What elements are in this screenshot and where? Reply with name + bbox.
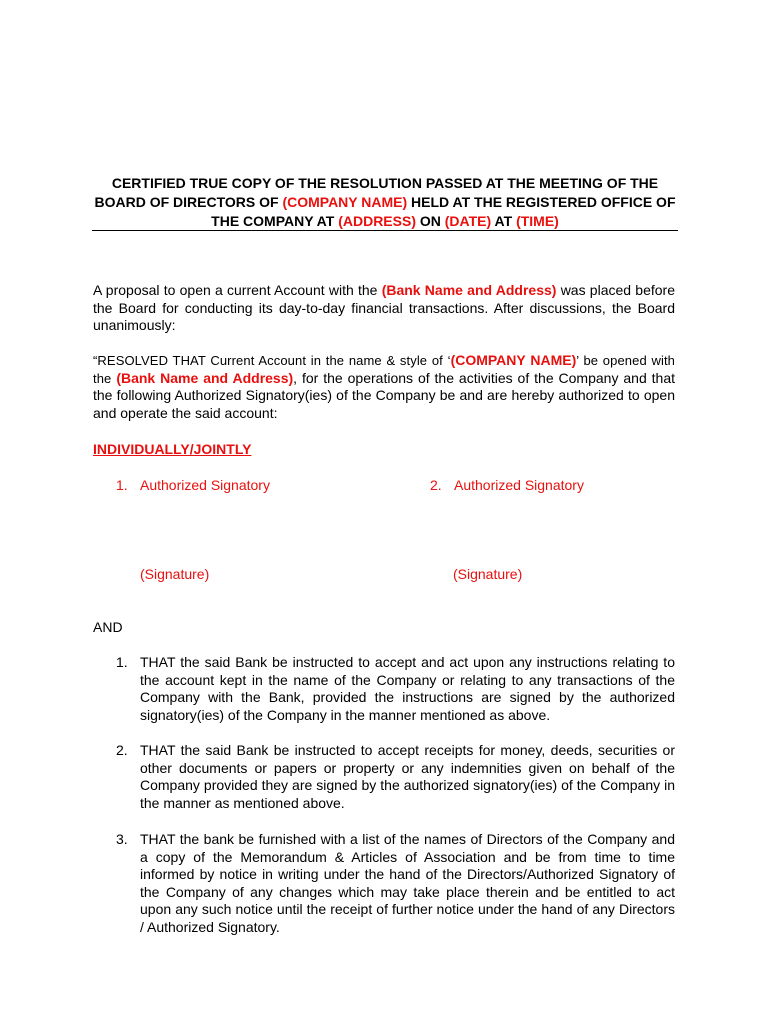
signatory-2-label: Authorized Signatory [454, 477, 584, 493]
and-label: AND [93, 619, 123, 635]
clause-3 [116, 831, 675, 936]
signatory-2-number: 2. [430, 477, 442, 493]
resolution-company-placeholder: (COMPANY NAME) [450, 352, 577, 368]
resolution-bank-placeholder: (Bank Name and Address) [116, 369, 294, 386]
title-date-placeholder: (DATE) [444, 213, 492, 229]
resolution-lead: “RESOLVED THAT Current Account in the name & style of ‘ [93, 353, 451, 368]
clause-2-text: THAT the said Bank be instructed to accept receipts for money, deeds, securities or other documents or papers or property or any indemnities given on behalf of the Company provided they are signed by the authorized signatory(ies) of the Company in the manner as mentioned above. [140, 742, 675, 811]
title-underline [92, 230, 678, 231]
signatory-2-signature: (Signature) [453, 566, 523, 582]
resolution-after-company: ’ be opened with the [93, 353, 675, 386]
signatory-1-signature: (Signature) [140, 566, 210, 582]
title-text-part1: CERTIFIED TRUE COPY OF THE RESOLUTION PASSED AT THE MEETING OF THE BOARD OF DIRECTORS OF [94, 175, 659, 210]
resolution-rest: , for the operations of the activities of the Company and that the following Authorized Signatory(ies) of the Company be and are hereby authorized to open and operate the said account: [93, 369, 676, 421]
signing-mode-heading: INDIVIDUALLY/JOINTLY [93, 441, 252, 457]
document-title [92, 174, 678, 231]
title-company-placeholder: (COMPANY NAME) [282, 194, 408, 210]
proposal-bank-placeholder: (Bank Name and Address) [381, 282, 557, 298]
signatory-2 [430, 477, 584, 495]
proposal-rest: was placed before the Board for conducting its day-to-day financial transactions. After discussions, the Board unanimously: [93, 282, 675, 333]
clause-1-number: 1. [116, 654, 128, 670]
proposal-lead: A proposal to open a current Account with the [93, 282, 378, 298]
clause-3-text: THAT the bank be furnished with a list of the names of Directors of the Company and a copy of the Memorandum & Articles of Association and be from time to time informed by notice in writing under the hand of the Directors/Authorized Signatory of the Company of any changes which may take place therein and be entitled to act upon any such notice until the receipt of further notice under the hand of any Directors / Authorized Signatory. [140, 831, 675, 935]
title-on: ON [419, 213, 441, 229]
signatory-1 [116, 477, 270, 495]
signatory-1-label: Authorized Signatory [140, 477, 270, 493]
signatory-1-number: 1. [116, 477, 128, 493]
title-time-placeholder: (TIME) [516, 213, 559, 229]
clause-2 [116, 742, 675, 812]
clause-1-text: THAT the said Bank be instructed to accept and act upon any instructions relating to the account kept in the name of the Company or relating to any transactions of the Company with the Bank, provided the instructions are signed by the authorized signatory(ies) of the Company in the manner mentioned as above. [140, 654, 675, 723]
proposal-paragraph [93, 282, 675, 335]
clause-3-number: 3. [116, 831, 128, 847]
clause-2-number: 2. [116, 742, 128, 758]
title-text-part2: HELD AT THE REGISTERED OFFICE OF THE COMPANY AT [211, 194, 676, 229]
title-address-placeholder: (ADDRESS) [338, 213, 416, 229]
clause-1 [116, 654, 675, 724]
resolution-paragraph [93, 352, 675, 422]
title-at: AT [494, 213, 513, 229]
